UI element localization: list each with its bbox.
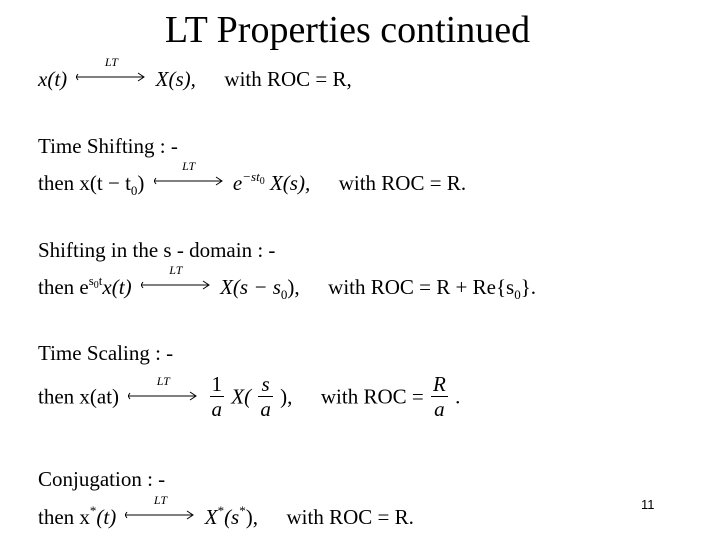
signal-term: x(t) bbox=[38, 67, 68, 91]
fraction-s-over-a: $\frac{s}{a}$ bbox=[260, 372, 271, 421]
fraction-one-over-a: $\frac{1}{a}$ bbox=[211, 372, 223, 421]
conjugate-rhs: X*(s*), bbox=[204, 503, 258, 529]
time-shift-rhs: $e^{-st_0}$ X(s), bbox=[232, 169, 311, 195]
roc-text: with ROC = R. bbox=[338, 171, 467, 195]
time-shifting-heading: Time Shifting : - bbox=[38, 134, 178, 158]
long-right-arrow-icon bbox=[76, 72, 146, 82]
s-shift-lhs: then $e^{s_0t}x(t)$ bbox=[38, 273, 132, 299]
slide-title: LT Properties continued bbox=[164, 9, 531, 51]
time-scale-lhs: then x(at) bbox=[38, 384, 120, 409]
lt-arrow-label: LT bbox=[156, 373, 170, 388]
conjugation-heading: Conjugation : - bbox=[38, 467, 166, 491]
roc-text: with ROC = $R + Re\{s_0\}$. bbox=[328, 275, 537, 302]
lt-arrow bbox=[141, 263, 211, 296]
time-shift-lhs: then $x(t - t_0)$ bbox=[38, 171, 145, 198]
scaled-transform: X( bbox=[231, 384, 252, 409]
long-right-arrow-icon bbox=[141, 280, 211, 290]
lt-arrow-label: LT bbox=[169, 263, 183, 277]
lt-arrow bbox=[125, 493, 195, 526]
time-shifting-line bbox=[38, 159, 467, 198]
page-number: 11 bbox=[641, 497, 655, 512]
roc-text: with ROC = R. bbox=[286, 505, 414, 529]
s-domain-line bbox=[38, 263, 537, 302]
long-right-arrow-icon bbox=[128, 391, 198, 401]
long-right-arrow-icon bbox=[154, 176, 224, 186]
time-scaling-heading: Time Scaling : - bbox=[38, 341, 174, 365]
transform-term: X(s), bbox=[155, 67, 196, 91]
roc-text: with ROC = R, bbox=[224, 67, 352, 91]
roc-text: with ROC = bbox=[320, 384, 424, 409]
fraction-r-over-a: $\frac{R}{a}$ bbox=[432, 372, 446, 421]
s-domain-heading: Shifting in the s - domain : - bbox=[38, 238, 276, 262]
conjugation-line bbox=[38, 493, 414, 530]
conjugate-lhs: then x*(t) bbox=[38, 503, 117, 529]
lt-arrow bbox=[76, 55, 146, 88]
lt-arrow bbox=[128, 373, 198, 407]
long-right-arrow-icon bbox=[125, 510, 195, 520]
time-scaling-line: then x(at) LT $\frac{1}{a}$ X( $\frac{s}{a}$ ), with ROC = $\frac{R}{a}$ . bbox=[38, 372, 461, 421]
definition-line bbox=[38, 55, 352, 92]
lt-arrow-label: LT bbox=[104, 55, 118, 69]
lt-arrow bbox=[154, 159, 224, 192]
s-shift-rhs: $X(s - s_0)$, bbox=[220, 275, 300, 302]
lt-arrow-label: LT bbox=[153, 493, 168, 507]
lt-arrow-label: LT bbox=[182, 159, 196, 173]
